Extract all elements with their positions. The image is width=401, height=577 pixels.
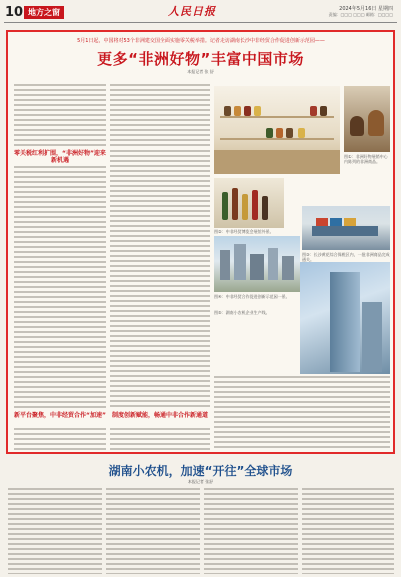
newspaper-masthead — [0, 0, 401, 28]
section-label: 地方之窗 — [24, 6, 64, 19]
lower-column-4 — [302, 488, 394, 574]
feature-byline: 本报记者 张 舒 — [187, 69, 214, 74]
photo-african-goods-shop — [214, 86, 340, 174]
article-column-2 — [14, 166, 106, 408]
feature-headline: 更多“非洲好物”丰富中国市场 — [97, 50, 304, 68]
article-column-1b — [110, 84, 210, 146]
photo-caption-4: 图④：中非经贸合作促进创新示范园一景。 — [214, 294, 290, 299]
photo-bottled-products — [214, 178, 284, 228]
photo-caption-3: 图③：长沙黄花综合保税区内，一批非洲商品完成通关。 — [302, 252, 390, 262]
masthead-rule — [4, 22, 397, 23]
article-column-6 — [214, 376, 390, 450]
photo-african-crafts — [344, 86, 390, 152]
photo-office-tower — [300, 262, 390, 374]
photo-cargo-ship — [302, 206, 390, 250]
article-column-4 — [14, 428, 106, 450]
subhead-3: 制度创新赋能，畅通中非合作新通道 — [111, 412, 208, 419]
lower-column-2 — [106, 488, 200, 574]
article-column-3 — [110, 150, 210, 408]
photo-caption-2: 图②：中非经贸博览会展馆外景。 — [214, 229, 274, 234]
article-column-1a — [14, 84, 106, 146]
lower-article-headline: 湖南小农机，加速“开往”全球市场 — [108, 464, 293, 478]
dateline: 2024年5月16日 星期四 — [339, 6, 393, 12]
lower-column-1 — [8, 488, 102, 574]
photo-caption-5: 图⑤：湖南小农机企业生产线。 — [214, 310, 270, 315]
subhead-1: 零关税红利扩围，“非洲好物”迎来新机遇 — [14, 150, 106, 164]
article-column-5 — [110, 428, 210, 450]
lower-article-byline: 本报记者 张舒 — [187, 479, 214, 484]
newspaper-logo: 人民日报 — [168, 5, 216, 18]
photo-caption-1: 图①：非洲好物展销中心内陈列的非洲商品。 — [344, 154, 388, 164]
feature-intro: 5月1日起，中国将对53个非洲建交国全面实施零关税举措。记者走访湖南长沙中非经贸合作促进创新示范园—— — [77, 38, 325, 44]
editor-credits: 责编：□□□ □□□ 邮箱：□□□□ — [328, 12, 393, 17]
subhead-2: 新平台聚焦，中非经贸合作“加速” — [14, 412, 106, 419]
page-number: 10 — [5, 5, 24, 20]
lower-column-3 — [204, 488, 298, 574]
photo-expo-district — [214, 236, 300, 292]
